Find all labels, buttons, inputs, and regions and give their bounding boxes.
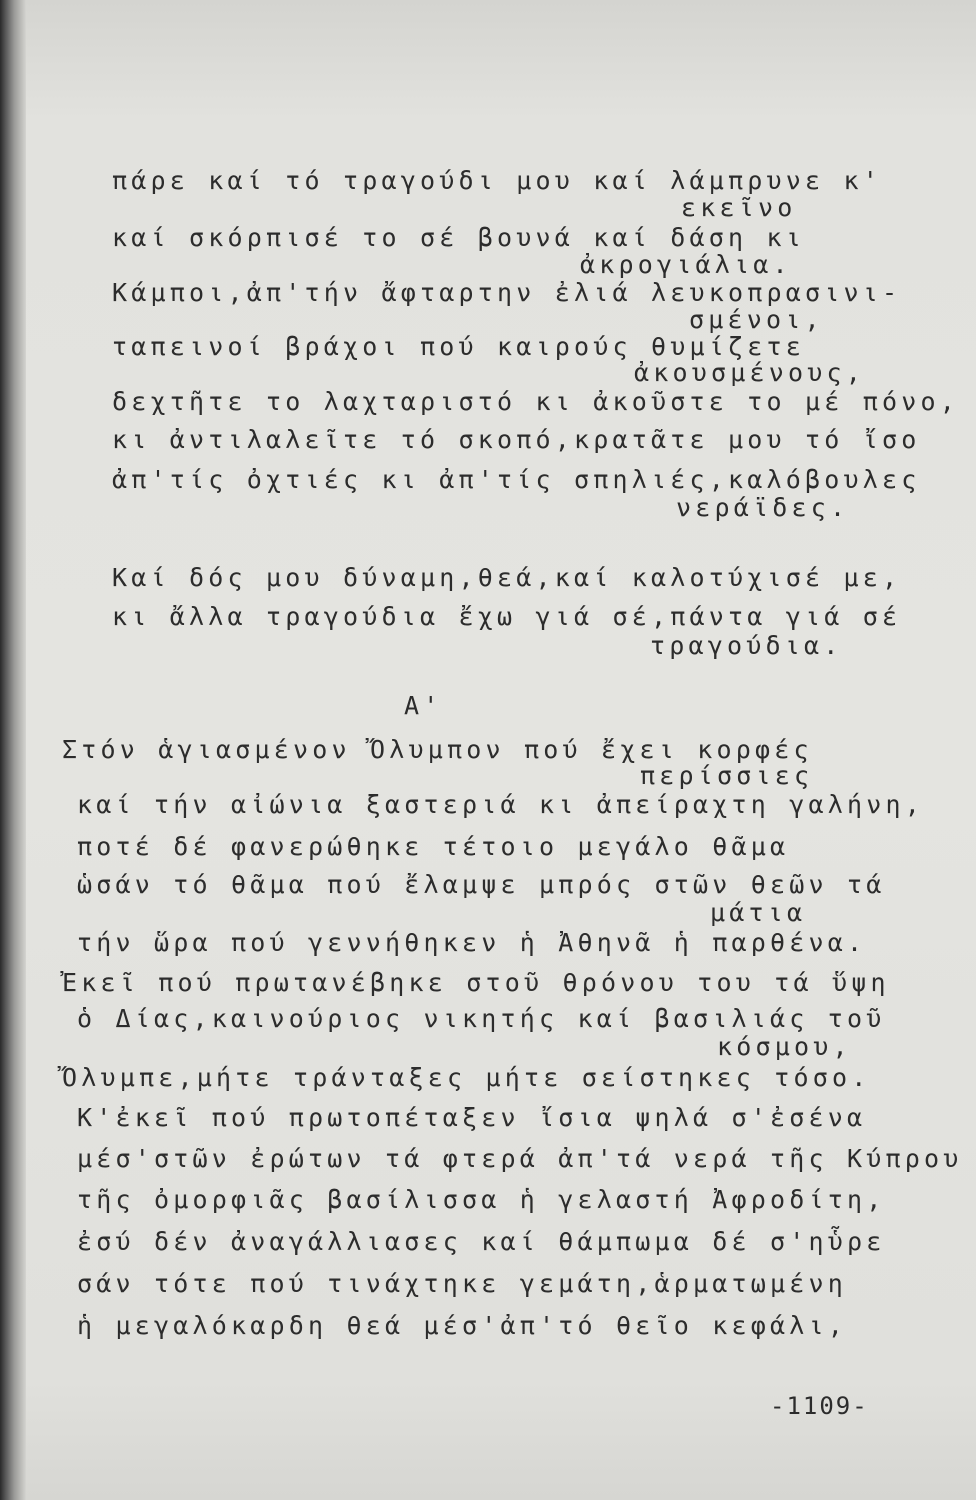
poem-line: πάρε καί τό τραγούδι μου καί λάμπρυνε κ' [112, 166, 883, 195]
poem-line-continuation: τραγούδια. [650, 631, 843, 660]
poem-line: Ἐκεῖ πού πρωτανέβηκε στοῦ θρόνου του τά ὕψη [62, 968, 890, 997]
poem-line-continuation: περίσσιες [640, 761, 814, 790]
poem-line: ποτέ δέ φανερώθηκε τέτοιο μεγάλο θᾶμα [77, 832, 790, 861]
poem-line: ἀπ'τίς ὀχτιές κι ἀπ'τίς σπηλιές,καλόβουλες [112, 465, 921, 494]
poem-line: κι ἀντιλαλεῖτε τό σκοπό,κρατᾶτε μου τό ἴσο [112, 425, 921, 454]
poem-line: καί τήν αἰώνια ξαστεριά κι ἀπείραχτη γαλήνη, [77, 790, 925, 819]
page-number: -1109- [770, 1392, 869, 1420]
poem-line: ταπεινοί βράχοι πού καιρούς θυμίζετε [112, 332, 806, 361]
poem-line: τήν ὥρα πού γεννήθηκεν ἡ Ἀθηνᾶ ἡ παρθένα. [77, 928, 867, 957]
poem-line: δεχτῆτε το λαχταριστό κι ἀκοῦστε το μέ πόνο, [112, 387, 960, 416]
poem-line: καί σκόρπισέ το σέ βουνά καί δάση κι [112, 223, 806, 252]
poem-line: Καί δός μου δύναμη,θεά,καί καλοτύχισέ με, [112, 563, 902, 592]
poem-line: τῆς ὀμορφιᾶς βασίλισσα ἡ γελαστή Ἀφροδίτη, [77, 1185, 886, 1214]
poem-line-continuation: σμένοι, [689, 305, 824, 334]
poem-line: Κάμποι,ἀπ'τήν ἄφταρτην ἐλιά λευκοπρασινι- [112, 278, 902, 307]
poem-line-continuation: ἀκρογιάλια. [580, 250, 792, 279]
poem-line: ὡσάν τό θᾶμα πού ἔλαμψε μπρός στῶν θεῶν τά [77, 870, 886, 899]
poem-line: κι ἄλλα τραγούδια ἔχω γιά σέ,πάντα γιά σέ [112, 602, 902, 631]
poem-line: σάν τότε πού τινάχτηκε γεμάτη,ἁρματωμένη [77, 1269, 848, 1298]
poem-line-continuation: κόσμου, [717, 1032, 852, 1061]
section-heading: Α' [404, 691, 443, 720]
poem-line: Κ'ἐκεῖ πού πρωτοπέταξεν ἴσια ψηλά σ'ἐσένα [77, 1103, 867, 1132]
poem-line: Στόν ἁγιασμένον Ὄλυμπον πού ἔχει κορφές [62, 735, 813, 764]
poem-line-continuation: ἀκουσμένους, [634, 358, 866, 387]
poem-line: ὁ Δίας,καινούριος νικητής καί βασιλιάς τοῦ [77, 1004, 886, 1033]
poem-line-continuation: νεράϊδες. [676, 493, 850, 522]
poem-line-continuation: εκεῖνο [681, 193, 797, 222]
poem-line: ἐσύ δέν ἀναγάλλιασες καί θάμπωμα δέ σ'ηὗρε [77, 1227, 886, 1256]
poem-line: Ὄλυμπε,μήτε τράνταξες μήτε σείστηκες τόσο. [62, 1063, 871, 1092]
poem-line: μέσ'στῶν ἐρώτων τά φτερά ἀπ'τά νερά τῆς Κύπρου [77, 1144, 963, 1173]
poem-line: ἡ μεγαλόκαρδη θεά μέσ'ἀπ'τό θεῖο κεφάλι, [77, 1311, 848, 1340]
binding-shadow [0, 0, 26, 1500]
poem-line-continuation: μάτια [710, 898, 807, 927]
